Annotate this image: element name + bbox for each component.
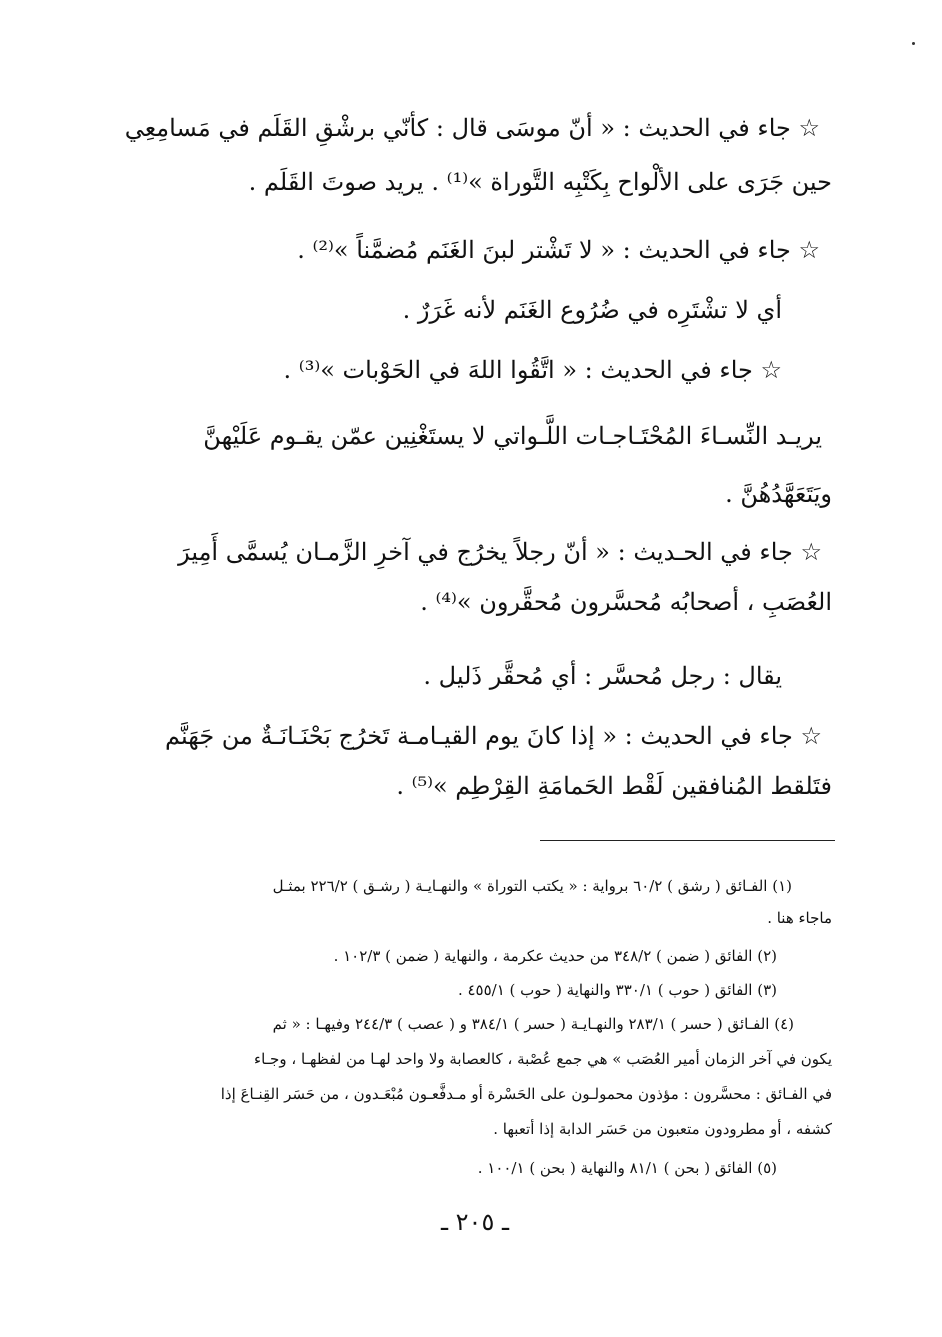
- footnote-3: (٣) الفائق ( حوب ) ٣٣٠/١ والنهاية ( حوب ) ٤٥٥/١ .: [457, 981, 777, 999]
- footnote-divider: [540, 840, 835, 841]
- hadith-4-line-1: ☆ جاء في الحـديث : « أنّ رجلاً يخرُج في آخرِ الزَّمـان يُسمَّى أَمِيرَ: [178, 538, 822, 566]
- hadith-3-explanation-line-2: ويَتَعَهَّدُهُنَّ .: [725, 480, 832, 508]
- hadith-1-line-1: ☆ جاء في الحديث : « أنّ موسَى قال : كأنّي برشْقِ القَلَم في مَسامِعِي: [124, 114, 820, 142]
- hadith-2-explanation: أي لا تشْتَرِه في ضُرُوع الغَنَم لأنه غَرَرٌ .: [402, 296, 782, 324]
- hadith-5-line-2: فتَلقط المُنافقين لَقْط الحَمامَةِ القِرْطِم »⁽⁵⁾ .: [396, 772, 832, 800]
- footnote-4-line-2: يكون في آخر الزمان أمير العُصَب » هي جمع عُصْبة ، كالعصابة ولا واحد لهـا من لفظهـا ، وجـاء: [254, 1050, 832, 1068]
- page-number: ـ ٢٠٥ ـ: [440, 1208, 509, 1236]
- scan-speck: [912, 42, 915, 45]
- hadith-3-explanation-line-1: يريـد النِّسـاءَ المُحْتَـاجـات اللَّـواتي لا يستَغْنِين عمّن يقـوم عَلَيْهنَّ: [203, 422, 822, 450]
- hadith-4-line-2: العُصَبِ ، أصحابُه مُحسَّرون مُحقَّرون »⁽⁴⁾ .: [420, 588, 832, 616]
- footnote-1-line-1: (١) الفـائق ( رشق ) ٦٠/٢ برواية : « يكتب التوراة » والنهـايـة ( رشـق ) ٢٢٦/٢ بمثـل: [272, 877, 792, 895]
- hadith-3-line: ☆ جاء في الحديث : « اتَّقُوا اللهَ في الحَوْبات »⁽³⁾ .: [283, 356, 782, 384]
- footnote-4-line-3: في الفـائق : محسَّرون : مؤذون محمولـون على الحَسْرة أو مـدفَّعـون مُبْعَـدون ، من حَسَر القِنـاعَ إذا: [220, 1085, 832, 1103]
- hadith-1-line-2: حين جَرَى على الألْواح بِكَتْبِه التَّوراة »⁽¹⁾ . يريد صوتَ القَلَم .: [248, 168, 832, 196]
- footnote-4-line-4: كشفه ، أو مطرودون متعبون من حَسَر الدابة إذا أتعبها .: [493, 1120, 832, 1138]
- hadith-2-line: ☆ جاء في الحديث : « لا تَشْتر لبنَ الغَنَم مُضمَّناً »⁽²⁾ .: [297, 236, 820, 264]
- hadith-5-line-1: ☆ جاء في الحديث : « إذا كانَ يوم القيـامـة تَخرُج بَحْنَـانَـةٌ من جَهَنَّم: [165, 722, 822, 750]
- footnote-2: (٢) الفائق ( ضمن ) ٣٤٨/٢ من حديث عكرمة ، والنهاية ( ضمن ) ١٠٢/٣ .: [333, 947, 777, 965]
- hadith-4-explanation: يقال : رجل مُحسَّر : أي مُحقَّر ذَليل .: [423, 662, 782, 690]
- footnote-1-line-2: ماجاء هنا .: [767, 909, 832, 927]
- footnote-4-line-1: (٤) الفـائق ( حسر ) ٢٨٣/١ والنهـايـة ( حسر ) ٣٨٤/١ و ( عصب ) ٢٤٤/٣ وفيهـا : « ثم: [272, 1015, 794, 1033]
- footnote-5: (٥) الفائق ( بحن ) ٨١/١ والنهاية ( بحن ) ١٠٠/١ .: [477, 1159, 777, 1177]
